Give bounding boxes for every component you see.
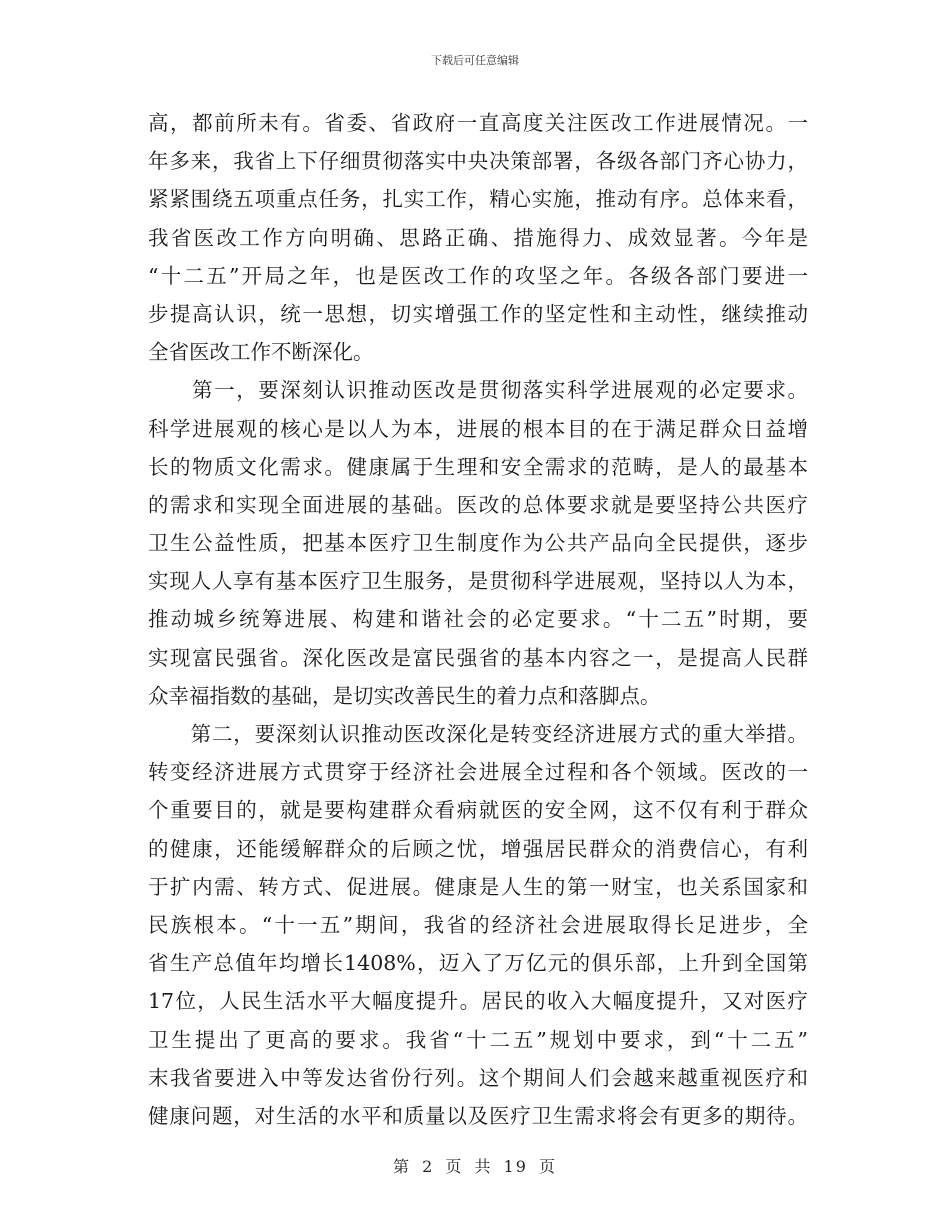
- text-line: 的健康，还能缓解群众的后顾之忧，增强居民群众的消费信心，有利: [148, 836, 808, 861]
- text-line: 健康问题，对生活的水平和质量以及医疗卫生需求将会有更多的期待。: [148, 1103, 808, 1128]
- text-line: 全省医改工作不断深化。: [148, 340, 374, 365]
- text-line: “十二五”开局之年，也是医改工作的攻坚之年。各级各部门要进一: [148, 263, 808, 288]
- text-line: 步提高认识，统一思想，切实增强工作的坚定性和主动性，继续推动: [148, 301, 808, 326]
- text-line: 民族根本。“十一五”期间，我省的经济社会进展取得长足进步，全: [148, 912, 808, 937]
- text-line: 我省医改工作方向明确、思路正确、措施得力、成效显著。今年是: [148, 225, 808, 250]
- text-line: 紧紧围绕五项重点任务，扎实工作，精心实施，推动有序。总体来看，: [148, 187, 808, 212]
- page-header: 下载后可任意编辑: [431, 54, 519, 67]
- text-line: 卫生公益性质，把基本医疗卫生制度作为公共产品向全民提供，逐步: [148, 531, 808, 556]
- text-line: 年多来，我省上下仔细贯彻落实中央决策部署，各级各部门齐心协力，: [148, 149, 808, 174]
- text-line: 转变经济进展方式贯穿于经济社会进展全过程和各个领域。医改的一: [148, 760, 808, 785]
- document-body: [148, 104, 808, 1135]
- text-line: 实现富民强省。深化医改是富民强省的基本内容之一，是提高人民群: [148, 645, 808, 670]
- page-footer: 第 2 页 共 19 页: [393, 1157, 557, 1176]
- text-line: 于扩内需、转方式、促进展。健康是人生的第一财宝，也关系国家和: [148, 874, 808, 899]
- text-line: 的需求和实现全面进展的基础。医改的总体要求就是要坚持公共医疗: [148, 492, 808, 517]
- text-line: 第二，要深刻认识推动医改深化是转变经济进展方式的重大举措。: [148, 722, 808, 746]
- text-line: 省生产总值年均增长1408%，迈入了万亿元的俱乐部，上升到全国第: [148, 951, 808, 976]
- text-line: 实现人人享有基本医疗卫生服务，是贯彻科学进展观，坚持以人为本，: [148, 569, 808, 594]
- text-line: 长的物质文化需求。健康属于生理和安全需求的范畴，是人的最基本: [148, 454, 808, 479]
- text-line: 推动城乡统筹进展、构建和谐社会的必定要求。“十二五”时期，要: [148, 607, 808, 632]
- text-line: 个重要目的，就是要构建群众看病就医的安全网，这不仅有利于群众: [148, 798, 808, 823]
- text-line: 末我省要进入中等发达省份行列。这个期间人们会越来越重视医疗和: [148, 1065, 808, 1090]
- text-line: 高，都前所未有。省委、省政府一直高度关注医改工作进展情况。一: [148, 111, 808, 135]
- text-line: 众幸福指数的基础，是切实改善民生的着力点和落脚点。: [148, 683, 661, 708]
- text-line: 第一，要深刻认识推动医改是贯彻落实科学进展观的必定要求。: [148, 378, 808, 403]
- text-line: 17位，人民生活水平大幅度提升。居民的收入大幅度提升，又对医疗: [148, 989, 808, 1014]
- text-line: 科学进展观的核心是以人为本，进展的根本目的在于满足群众日益增: [148, 416, 808, 441]
- text-line: 卫生提出了更高的要求。我省“十二五”规划中要求，到“十二五”: [148, 1027, 808, 1052]
